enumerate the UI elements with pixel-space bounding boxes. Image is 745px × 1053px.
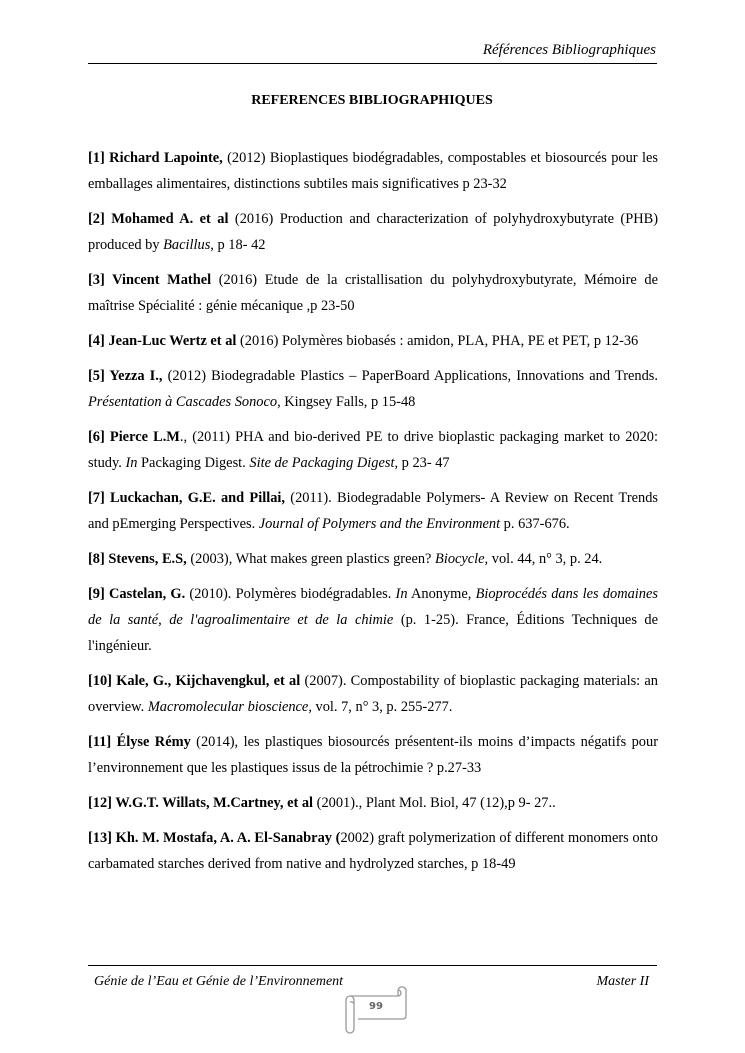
reference-italic-text: Présentation à Cascades Sonoco <box>88 394 278 410</box>
reference-author: [4] Jean-Luc Wertz et al <box>88 333 237 349</box>
reference-text: Anonyme, <box>407 586 476 602</box>
reference-item <box>88 729 658 781</box>
reference-item <box>88 363 658 415</box>
footer-rule <box>88 965 657 966</box>
reference-italic-text: Bioprocédés dans les domaines de la santé, de l'agroalimentaire et de la chimie <box>88 586 658 628</box>
reference-author: [10] Kale, G., Kijchavengkul, et al <box>88 673 301 689</box>
reference-item <box>88 668 658 720</box>
reference-text: vol. 7, n° 3, p. 255-277. <box>311 699 453 715</box>
reference-text: (2001)., Plant Mol. Biol, 47 (12),p 9- 27.. <box>313 795 556 811</box>
reference-author: [13] Kh. M. Mostafa, A. A. El-Sanabray ( <box>88 830 341 846</box>
reference-italic-text: In <box>395 586 408 602</box>
reference-item <box>88 145 658 197</box>
footer-right: Master II <box>596 974 649 989</box>
reference-list <box>88 145 658 886</box>
reference-item <box>88 424 658 476</box>
reference-item <box>88 825 658 877</box>
reference-author: [11] Élyse Rémy <box>88 734 191 750</box>
reference-text: p 18- 42 <box>213 237 266 253</box>
reference-item <box>88 546 658 572</box>
reference-item <box>88 206 658 258</box>
reference-text: Packaging Digest. <box>137 455 250 471</box>
reference-author: [9] Castelan, G. <box>88 586 186 602</box>
reference-text: (p. 1-25). France, Éditions Techniques de l'ingénieur. <box>88 612 658 654</box>
reference-item <box>88 485 658 537</box>
reference-text: p. 637-676. <box>500 516 570 532</box>
reference-author: [8] Stevens, E.S, <box>88 551 187 567</box>
reference-text: (2016) Polymères biobasés : amidon, PLA, PHA, PE et PET, p 12-36 <box>236 333 639 349</box>
reference-author: [2] Mohamed A. et al <box>88 211 229 227</box>
header-rule <box>88 63 657 64</box>
reference-text: ., (2011) PHA and bio-derived PE to drive bioplastic packaging market to 2020: study. <box>88 429 658 471</box>
reference-item <box>88 790 658 816</box>
reference-italic-text: Bacillus, <box>163 237 214 253</box>
reference-text: (2007). Compostability of bioplastic packaging materials: an overview. <box>88 673 658 715</box>
reference-text: vol. 44, n° 3, p. 24. <box>488 551 603 567</box>
reference-text: , Kingsey Falls, p 15-48 <box>277 394 416 410</box>
reference-text: (2016) Production and characterization of polyhydroxybutyrate (PHB) produced by <box>88 211 658 253</box>
reference-item <box>88 581 658 659</box>
reference-author: [6] Pierce L.M <box>88 429 180 445</box>
reference-italic-text: Biocycle, <box>435 551 489 567</box>
reference-italic-text: Journal of Polymers and the Environment <box>258 516 501 532</box>
reference-italic-text: Macromolecular bioscience, <box>147 699 312 715</box>
reference-text: (2010). Polymères biodégradables. <box>185 586 396 602</box>
footer-left: Génie de l’Eau et Génie de l’Environnement <box>94 974 344 989</box>
reference-italic-text: Site de Packaging Digest <box>249 455 395 471</box>
reference-text: (2003), What makes green plastics green? <box>186 551 436 567</box>
reference-text: (2014), les plastiques biosourcés présentent-ils moins d’impacts négatifs pour l’environnement que les plastiques issus de la pétrochimie ? p.27-33 <box>88 734 658 776</box>
reference-text: (2012) Bioplastiques biodégradables, compostables et biosourcés pour les emballages alimentaires, distinctions subtiles mais significatives p 23-32 <box>88 150 658 192</box>
reference-text: (2012) Biodegradable Plastics – PaperBoard Applications, Innovations and Trends. <box>162 368 659 384</box>
reference-text: (2016) Etude de la cristallisation du polyhydroxybutyrate, Mémoire de maîtrise Spécialité : génie mécanique ,p 23-50 <box>88 272 658 314</box>
page-number: 99 <box>369 1001 383 1012</box>
reference-italic-text: In <box>125 455 138 471</box>
page-title: REFERENCES BIBLIOGRAPHIQUES <box>251 93 493 108</box>
running-header: Références Bibliographiques <box>482 42 656 58</box>
reference-author: [1] Richard Lapointe, <box>88 150 223 166</box>
reference-author: [5] Yezza I., <box>88 368 163 384</box>
reference-item <box>88 267 658 319</box>
reference-text: , p 23- 47 <box>394 455 450 471</box>
reference-author: [12] W.G.T. Willats, M.Cartney, et al <box>88 795 314 811</box>
reference-author: [7] Luckachan, G.E. and Pillai, <box>88 490 286 506</box>
reference-item <box>88 328 658 354</box>
reference-text: (2011). Biodegradable Polymers- A Review on Recent Trends and pEmerging Perspectives. <box>88 490 658 532</box>
reference-author: [3] Vincent Mathel <box>88 272 212 288</box>
reference-text: 2002) graft polymerization of different monomers onto carbamated starches derived from native and hydrolyzed starches, p 18-49 <box>88 830 658 872</box>
